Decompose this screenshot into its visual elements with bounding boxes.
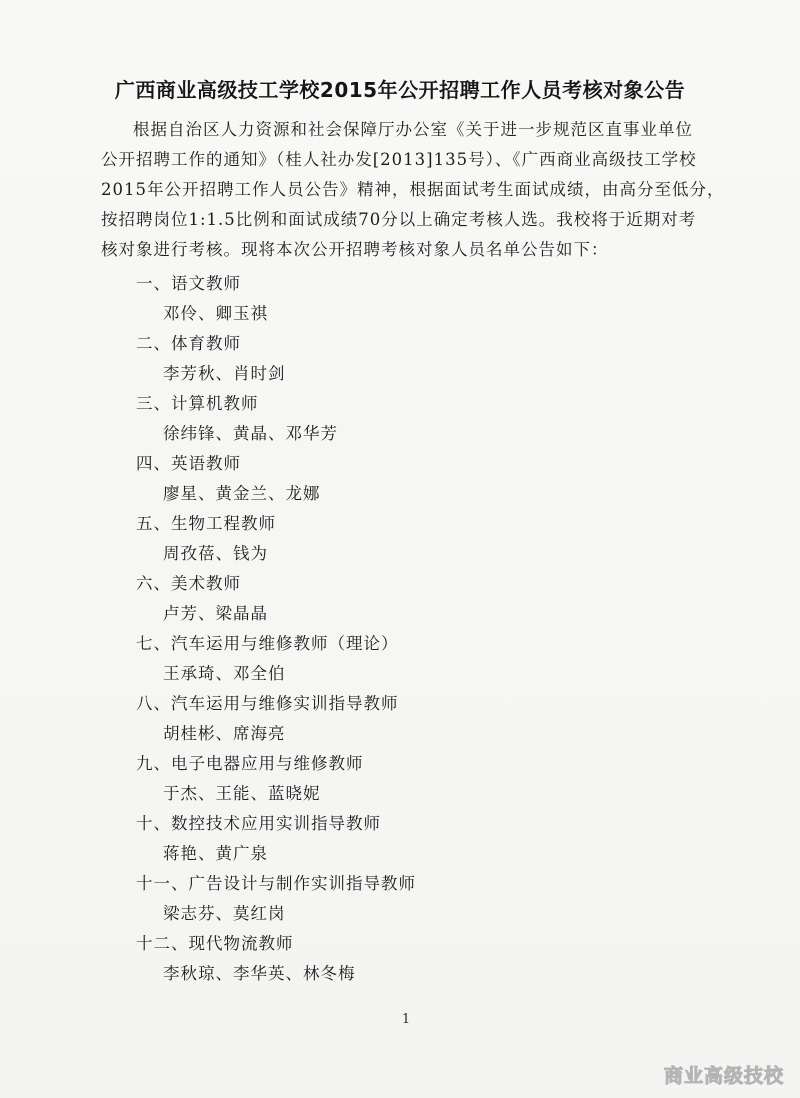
position-heading: 一、语文教师 <box>136 274 241 293</box>
list-item <box>136 809 696 869</box>
position-heading: 七、汽车运用与维修教师（理论） <box>136 634 399 653</box>
paragraph-line-1: 根据自治区人力资源和社会保障厅办公室《关于进一步规范区直事业单位 <box>133 120 693 139</box>
position-heading: 十、数控技术应用实训指导教师 <box>136 814 381 833</box>
candidate-names: 周孜蓓、钱为 <box>163 544 268 563</box>
position-heading: 六、美术教师 <box>136 574 241 593</box>
page-number: 1 <box>401 1012 411 1027</box>
position-heading: 五、生物工程教师 <box>136 514 276 533</box>
candidate-list <box>136 269 696 989</box>
candidate-names: 徐纬锋、黄晶、邓华芳 <box>163 424 338 443</box>
candidate-names: 梁志芬、莫红岗 <box>163 904 286 923</box>
position-heading: 三、计算机教师 <box>136 394 259 413</box>
list-item <box>136 449 696 509</box>
list-item <box>136 929 696 989</box>
candidate-names: 李秋琼、李华英、林冬梅 <box>163 964 356 983</box>
document-title: 广西商业高级技工学校2015年公开招聘工作人员考核对象公告 <box>114 78 686 102</box>
list-item <box>136 749 696 809</box>
paragraph-line-2: 公开招聘工作的通知》（桂人社办发[2013]135号）、《广西商业高级技工学校 <box>101 150 697 169</box>
position-heading: 二、体育教师 <box>136 334 241 353</box>
paragraph-line-5: 核对象进行考核。现将本次公开招聘考核对象人员名单公告如下： <box>101 240 609 259</box>
list-item <box>136 389 696 449</box>
list-item <box>136 629 696 689</box>
candidate-names: 卢芳、梁晶晶 <box>163 604 268 623</box>
list-item <box>136 869 696 929</box>
list-item <box>136 509 696 569</box>
position-heading: 四、英语教师 <box>136 454 241 473</box>
candidate-names: 李芳秋、肖时剑 <box>163 364 286 383</box>
candidate-names: 于杰、王能、蓝晓妮 <box>163 784 321 803</box>
list-item <box>136 329 696 389</box>
paragraph-line-4: 按招聘岗位1:1.5比例和面试成绩70分以上确定考核人选。我校将于近期对考 <box>101 210 697 229</box>
position-heading: 十二、现代物流教师 <box>136 934 294 953</box>
list-item <box>136 569 696 629</box>
candidate-names: 王承琦、邓全伯 <box>163 664 286 683</box>
paragraph-line-3: 2015年公开招聘工作人员公告》精神，根据面试考生面试成绩，由高分至低分， <box>101 180 725 199</box>
position-heading: 八、汽车运用与维修实训指导教师 <box>136 694 399 713</box>
candidate-names: 廖星、黄金兰、龙娜 <box>163 484 321 503</box>
candidate-names: 蒋艳、黄广泉 <box>163 844 268 863</box>
list-item <box>136 689 696 749</box>
watermark: 商业高级技校 <box>663 1065 784 1087</box>
position-heading: 九、电子电器应用与维修教师 <box>136 754 364 773</box>
list-item <box>136 269 696 329</box>
intro-paragraph <box>101 115 725 265</box>
candidate-names: 邓伶、卿玉祺 <box>163 304 268 323</box>
candidate-names: 胡桂彬、席海亮 <box>163 724 286 743</box>
position-heading: 十一、广告设计与制作实训指导教师 <box>136 874 416 893</box>
